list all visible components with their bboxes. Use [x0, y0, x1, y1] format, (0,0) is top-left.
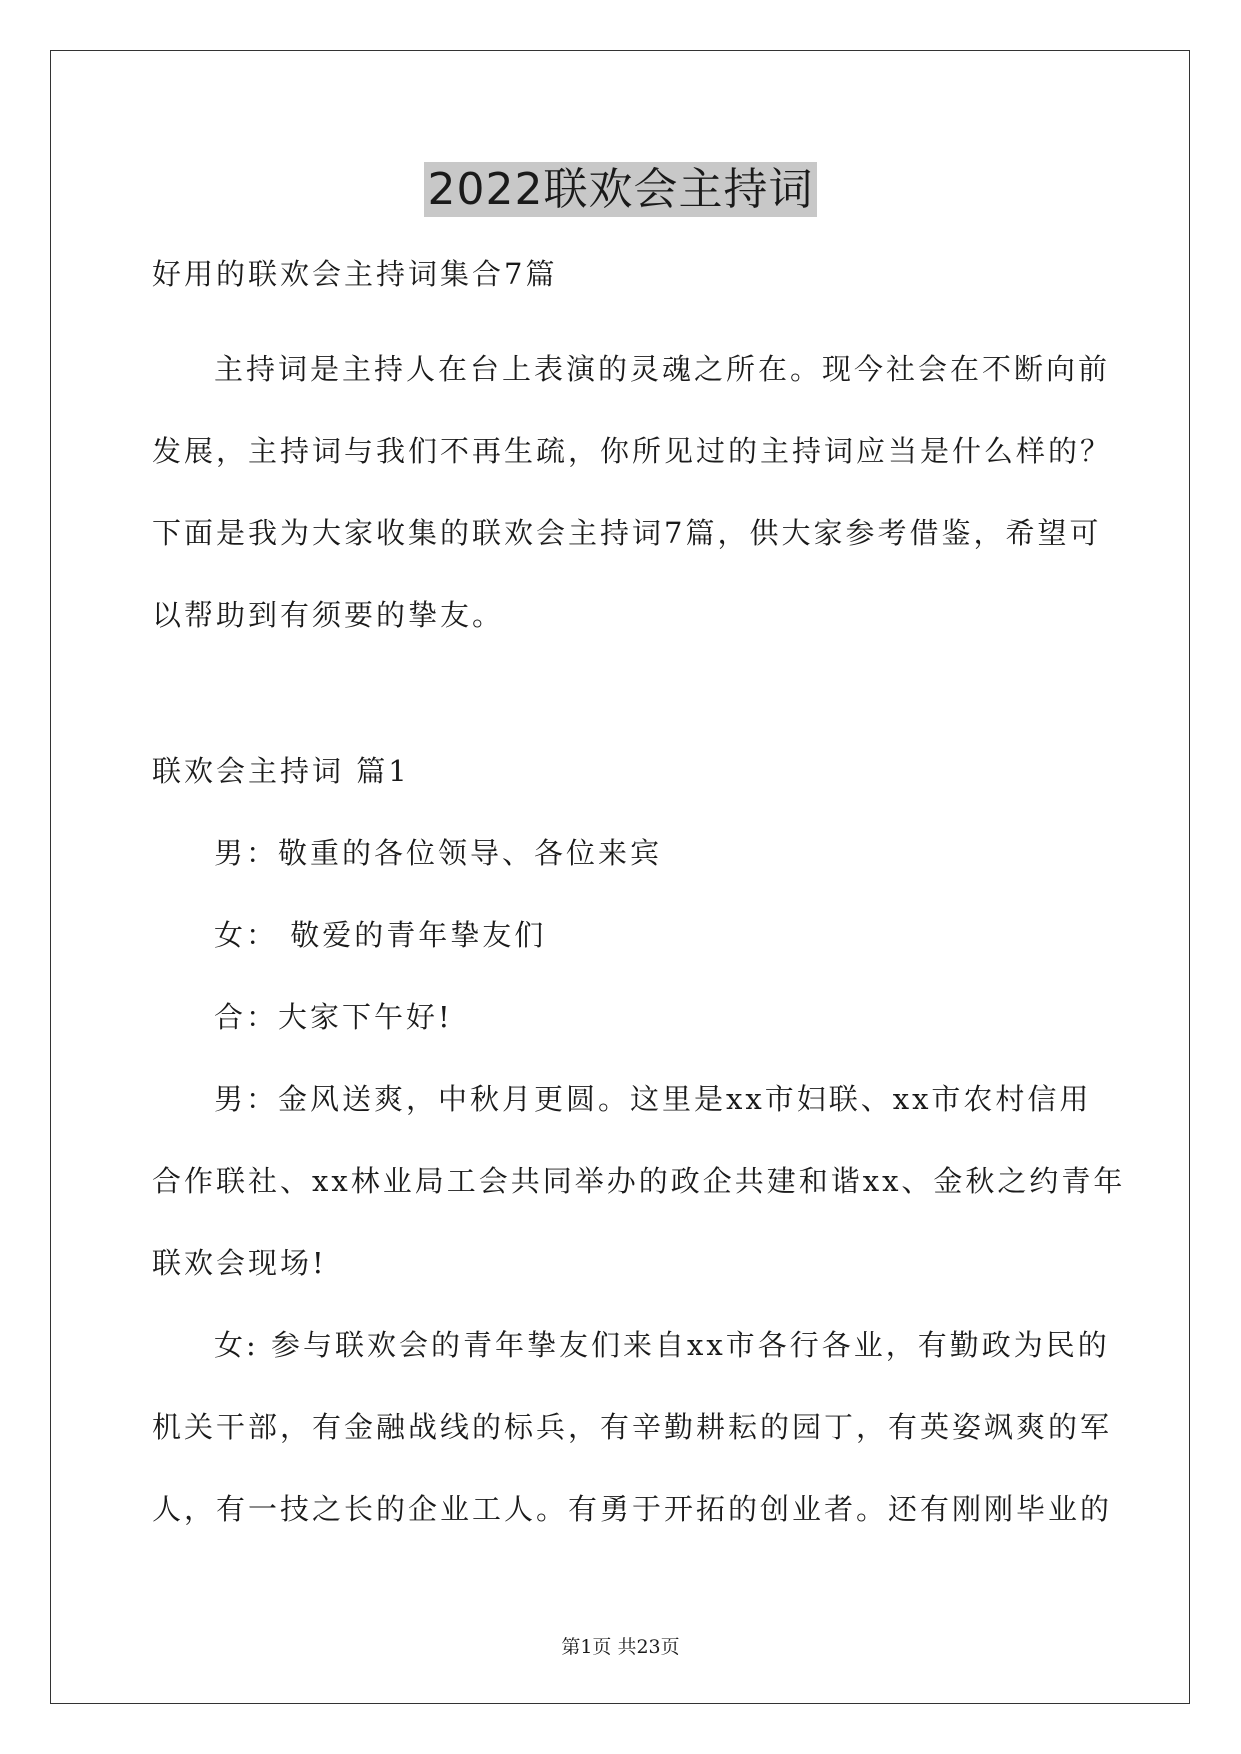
page-footer: 第1页 共23页 — [561, 1636, 680, 1658]
section-heading: 联欢会主持词 篇1 — [152, 754, 410, 788]
paragraph-line: 男：敬重的各位领导、各位来宾 — [214, 836, 663, 870]
document-title — [0, 153, 1241, 217]
paragraph-line: 机关干部，有金融战线的标兵，有辛勤耕耘的园丁，有英姿飒爽的军 — [152, 1410, 1113, 1444]
paragraph-line: 男：金风送爽，中秋月更圆。这里是xx市妇联、xx市农村信用 — [214, 1082, 1092, 1116]
paragraph-line: 女： 敬爱的青年挚友们 — [214, 918, 547, 952]
title-text: 2022联欢会主持词 — [424, 162, 818, 217]
subtitle-line: 好用的联欢会主持词集合7篇 — [152, 257, 558, 291]
paragraph-line: 人，有一技之长的企业工人。有勇于开拓的创业者。还有刚刚毕业的 — [152, 1492, 1113, 1526]
paragraph-line: 下面是我为大家收集的联欢会主持词7篇，供大家参考借鉴，希望可 — [152, 516, 1102, 550]
paragraph-line: 以帮助到有须要的挚友。 — [152, 598, 505, 632]
paragraph-line: 主持词是主持人在台上表演的灵魂之所在。现今社会在不断向前 — [214, 352, 1111, 386]
paragraph-line: 女: 参与联欢会的青年挚友们来自xx市各行各业，有勤政为民的 — [214, 1328, 1110, 1362]
paragraph-line: 合：大家下午好! — [214, 1000, 453, 1034]
paragraph-line: 发展，主持词与我们不再生疏，你所见过的主持词应当是什么样的？ — [152, 434, 1113, 468]
paragraph-line: 合作联社、xx林业局工会共同举办的政企共建和谐xx、金秋之约青年 — [152, 1164, 1126, 1198]
paragraph-line: 联欢会现场! — [152, 1246, 327, 1280]
page-border — [50, 50, 1190, 1704]
